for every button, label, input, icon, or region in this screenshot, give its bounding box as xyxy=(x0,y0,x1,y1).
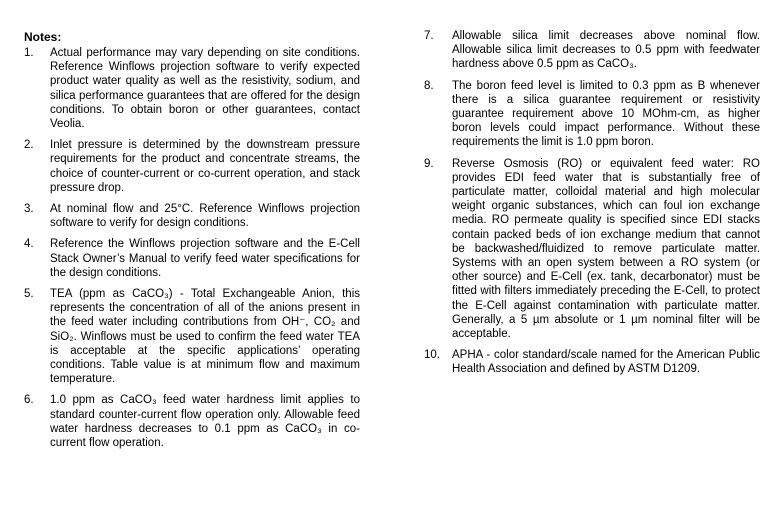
note-item-1 xyxy=(24,46,360,131)
note-number: 7. xyxy=(424,30,434,42)
note-text: Allowable silica limit decreases above nominal flow. Allowable silica limit decreases to 0.5 ppm with feedwater hardness above 0.5 ppm as CaCO₃. xyxy=(452,30,760,71)
note-number: 2. xyxy=(24,139,34,152)
note-item-5 xyxy=(24,287,360,386)
note-text: Reverse Osmosis (RO) or equivalent feed water: RO provides EDI feed water that is substantially free of particulate matter, colloidal material and high molecular weight organic substances, which can foul ion exchange media. RO permeate quality is specified since EDI stacks contain packed beds of ion exchange medium that cannot be backwashed/fluidized to remove particulate matter. Systems with an open system between a RO system (or other source) and E-Cell (ex. tank, decarbonator) must be fitted with filters immediately preceding the E-Cell, to protect the E-Cell against contamination with particulate matter. Generally, a 5 µm absolute or 1 µm nominal filter will be acceptable. xyxy=(452,157,760,341)
note-text: The boron feed level is limited to 0.3 ppm as B whenever there is a silica guarantee requirement or resistivity guarantee requirement above 10 MOhm-cm, as higher boron levels could impact performance. Without these requirements the limit is 1.0 ppm boron. xyxy=(452,79,760,149)
notes-right-column xyxy=(424,29,760,384)
note-number: 9. xyxy=(424,157,434,170)
note-number: 5. xyxy=(24,288,34,301)
note-item-9 xyxy=(424,157,760,342)
note-item-3 xyxy=(24,202,360,230)
note-number: 6. xyxy=(24,394,34,407)
note-text: Actual performance may vary depending on site conditions. Reference Winflows projection software to verify expected product water quality as well as the resistivity, sodium, and silica performance guarantees that are offered for the design conditions. To obtain boron or other guarantees, contact Veolia. xyxy=(50,47,360,131)
notes-list-right xyxy=(424,29,760,377)
note-number: 10. xyxy=(424,349,440,362)
note-item-8 xyxy=(424,79,760,150)
note-item-7 xyxy=(424,29,760,72)
notes-heading: Notes: xyxy=(24,30,62,44)
note-item-6 xyxy=(24,393,360,450)
note-number: 8. xyxy=(424,79,434,92)
note-number: 3. xyxy=(24,203,34,216)
note-text: TEA (ppm as CaCO₃) - Total Exchangeable Anion, this represents the concentration of all of the anions present in the feed water including contributions from OH⁻, CO₂ and SiO₂. Winflows must be used to confirm the feed water TEA is acceptable at the specific applications’ operating conditions. Table value is at minimum flow and maximum temperature. xyxy=(50,288,360,386)
note-text: Reference the Winflows projection software and the E-Cell Stack Owner’s Manual to verify feed water specifications for the design conditions. xyxy=(50,238,360,279)
note-text: Inlet pressure is determined by the downstream pressure requirements for the product and concentrate streams, the choice of counter-current or co-current operation, and stack pressure drop. xyxy=(50,139,360,194)
note-item-4 xyxy=(24,237,360,280)
note-text: At nominal flow and 25°C. Reference Winflows projection software to verify for design conditions. xyxy=(50,203,360,230)
note-item-10 xyxy=(424,348,760,376)
note-number: 4. xyxy=(24,238,34,251)
notes-left-column xyxy=(24,28,360,457)
note-number: 1. xyxy=(24,47,34,59)
note-text: 1.0 ppm as CaCO₃ feed water hardness limit applies to standard counter-current flow operation only. Allowable feed water hardness decreases to 0.1 ppm as CaCO₃ in co-current flow operation. xyxy=(50,394,360,450)
note-item-2 xyxy=(24,138,360,195)
notes-list-left xyxy=(24,46,360,450)
note-text: APHA - color standard/scale named for the American Public Health Association and defined by ASTM D1209. xyxy=(452,349,760,376)
